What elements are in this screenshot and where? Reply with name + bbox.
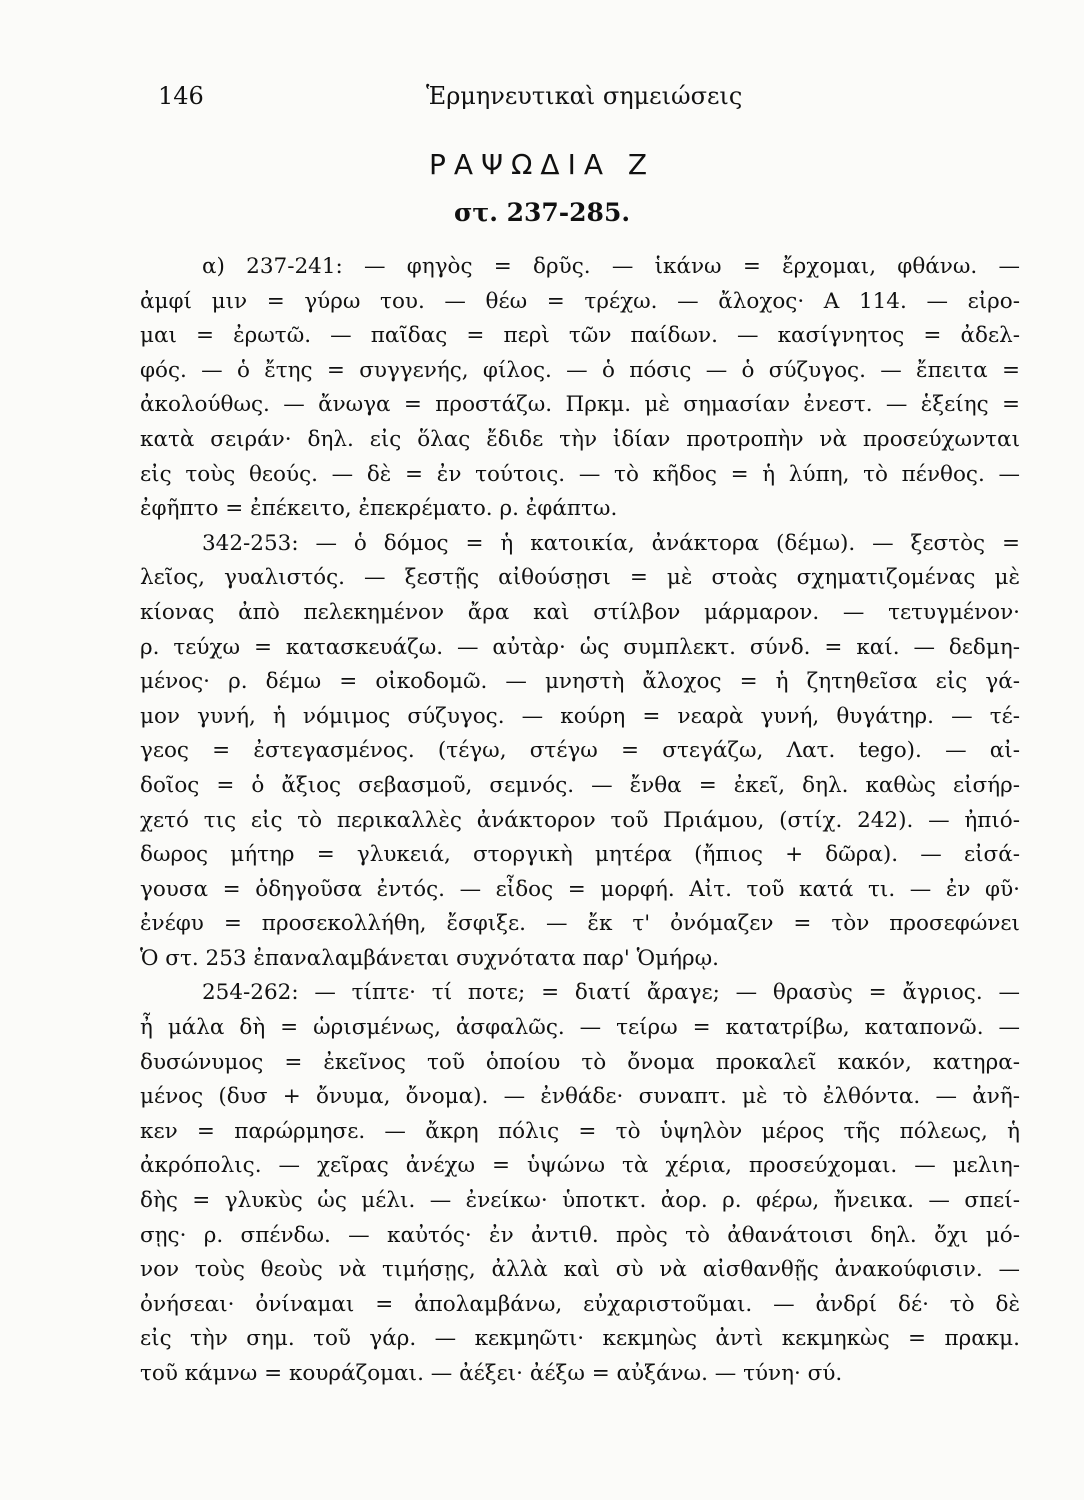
chapter-title: ΡΑΨΩΔΙΑ Ζ — [428, 148, 656, 181]
running-title: Ἑρμηνευτικαὶ σημειώσεις — [426, 82, 743, 110]
text-line: νον τοὺς θεοὺς νὰ τιμήσῃς, ἀλλὰ καὶ σὺ νὰ αἰσθανθῇς ἀνακούφισιν. — — [140, 1257, 1020, 1283]
text-line: ἐνέφυ = προσεκολλήθη, ἔσφιξε. — ἔκ τ' ὀνόμαζεν = τὸν προσεφώνει — [140, 911, 1020, 937]
text-line: ἀκρόπολις. — χεῖρας ἀνέχω = ὑψώνω τὰ χέρια, προσεύχομαι. — μελιη- — [140, 1153, 1020, 1179]
page-number: 146 — [158, 82, 204, 110]
text-line: χετό τις εἰς τὸ περικαλλὲς ἀνάκτορον τοῦ Πριάμου, (στίχ. 242). — ἠπιό- — [140, 807, 1020, 833]
text-line: κατὰ σειράν· δηλ. εἰς ὅλας ἔδιδε τὴν ἰδίαν προτροπὴν νὰ προσεύχωνται — [140, 426, 1020, 452]
text-line: Ὁ στ. 253 ἐπαναλαμβάνεται συχνότατα παρ' Ὁμήρῳ. — [140, 945, 719, 971]
text-line: δυσώνυμος = ἐκεῖνος τοῦ ὁποίου τὸ ὄνομα προκαλεῖ κακόν, κατηρα- — [140, 1049, 1020, 1075]
text-line: ἀκολούθως. — ἄνωγα = προστάζω. Πρκμ. μὲ σημασίαν ἐνεστ. — ἑξείης = — [140, 392, 1020, 418]
text-line: ρ. τεύχω = κατασκευάζω. — αὐτὰρ· ὡς συμπλεκτ. σύνδ. = καί. — δεδμη- — [140, 634, 1020, 660]
text-line: γουσα = ὁδηγοῦσα ἐντός. — εἶδος = μορφή. Αἰτ. τοῦ κατά τι. — ἐν φῦ· — [140, 876, 1020, 902]
text-line: σῃς· ρ. σπένδω. — καὐτός· ἐν ἀντιθ. πρὸς τὸ ἀθανάτοισι δηλ. ὄχι μό- — [140, 1222, 1020, 1248]
text-line: κεν = παρώρμησε. — ἄκρη πόλις = τὸ ὑψηλὸν μέρος τῆς πόλεως, ἡ — [140, 1118, 1020, 1144]
text-line: α) 237-241: — φηγὸς = δρῦς. — ἱκάνω = ἔρχομαι, φθάνω. — — [202, 254, 1020, 279]
text-line: ἀμφί μιν = γύρω του. — θέω = τρέχω. — ἄλοχος· Α 114. — εἰρο- — [140, 288, 1020, 314]
page-header — [158, 82, 1018, 122]
text-line: 342-253: — ὁ δόμος = ἡ κατοικία, ἀνάκτορα (δέμω). — ξεστὸς = — [202, 530, 1020, 556]
text-line: εἰς τὴν σημ. τοῦ γάρ. — κεκμηῶτι· κεκμηὼς ἀντὶ κεκμηκὼς = πρακμ. — [140, 1326, 1020, 1352]
text-line: μον γυνή, ἡ νόμιμος σύζυγος. — κούρη = νεαρὰ γυνή, θυγάτηρ. — τέ- — [140, 703, 1020, 729]
text-line: ὀνήσεαι· ὀνίναμαι = ἀπολαμβάνω, εὐχαριστοῦμαι. — ἀνδρί δέ· τὸ δὲ — [140, 1291, 1020, 1317]
text-line: μένος (δυσ + ὄνυμα, ὄνομα). — ἐνθάδε· συναπτ. μὲ τὸ ἐλθόντα. — ἀνῆ- — [140, 1084, 1020, 1110]
text-line: τοῦ κάμνω = κουράζομαι. — ἀέξει· ἀέξω = αὐξάνω. — τύνη· σύ. — [140, 1361, 843, 1386]
text-line: δωρος μήτηρ = γλυκειά, στοργικὴ μητέρα (ἤπιος + δῶρα). — εἰσά- — [140, 842, 1020, 868]
text-line: εἰς τοὺς θεούς. — δὲ = ἐν τούτοις. — τὸ κῆδος = ἡ λύπη, τὸ πένθος. — — [140, 461, 1020, 487]
text-line: φός. — ὁ ἔτης = συγγενής, φίλος. — ὁ πόσις — ὁ σύζυγος. — ἔπειτα = — [140, 357, 1020, 383]
text-line: 254-262: — τίπτε· τί ποτε; = διατί ἄραγε; — θρασὺς = ἄγριος. — — [202, 980, 1020, 1006]
text-line: λεῖος, γυαλιστός. — ξεστῇς αἰθούσῃσι = μὲ στοὰς σχηματιζομένας μὲ — [140, 565, 1020, 591]
verse-range: στ. 237-285. — [453, 198, 631, 227]
commentary-body — [140, 250, 1020, 1392]
text-line: δὴς = γλυκὺς ὡς μέλι. — ἐνείκω· ὑποτκτ. ἀορ. ρ. φέρω, ἤνεικα. — σπεί- — [140, 1188, 1020, 1214]
text-line: μαι = ἐρωτῶ. — παῖδας = περὶ τῶν παίδων. — κασίγνητος = ἀδελ- — [140, 323, 1020, 349]
text-line: ἐφῆπτο = ἐπέκειτο, ἐπεκρέματο. ρ. ἐφάπτω. — [140, 496, 618, 522]
text-line: κίονας ἀπὸ πελεκημένον ἄρα καὶ στίλβον μάρμαρον. — τετυγμένον· — [140, 599, 1020, 625]
text-line: δοῖος = ὁ ἄξιος σεβασμοῦ, σεμνός. — ἔνθα = ἐκεῖ, δηλ. καθὼς εἰσήρ- — [140, 772, 1020, 798]
text-line: ἦ μάλα δὴ = ὡρισμένως, ἀσφαλῶς. — τείρω = κατατρίβω, καταπονῶ. — — [140, 1015, 1020, 1041]
text-line: μένος· ρ. δέμω = οἰκοδομῶ. — μνηστὴ ἄλοχος = ἡ ζητηθεῖσα εἰς γά- — [140, 669, 1020, 695]
text-line: γεος = ἐστεγασμένος. (τέγω, στέγω = στεγάζω, Λατ. tego). — αἰ- — [140, 738, 1020, 764]
